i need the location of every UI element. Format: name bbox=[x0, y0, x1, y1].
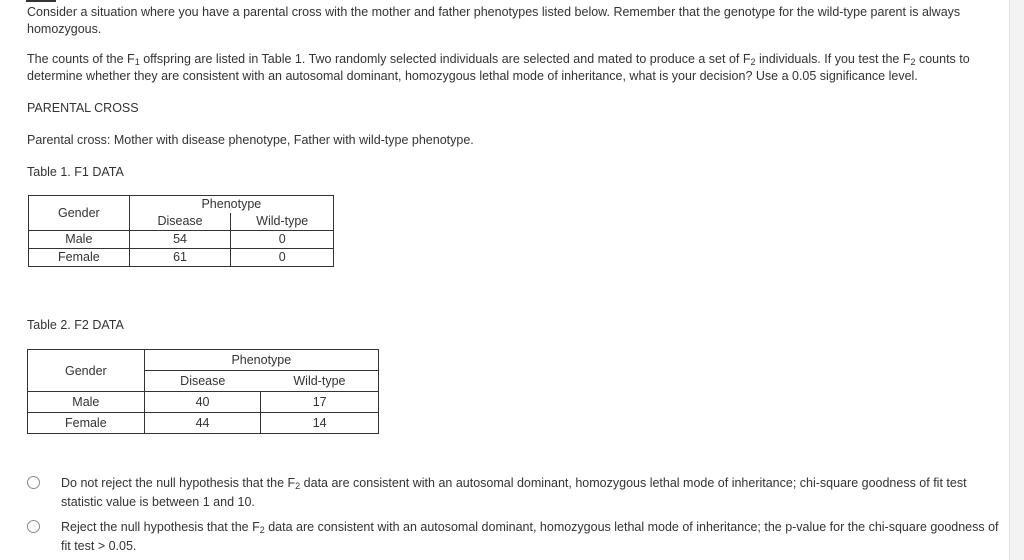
disease-cell: 61 bbox=[129, 249, 231, 267]
wild-type-cell: 0 bbox=[231, 249, 334, 267]
gender-header: Gender bbox=[28, 350, 145, 392]
subscript: 2 bbox=[259, 525, 265, 535]
para2-text-c: individuals. If you test the F bbox=[755, 52, 911, 66]
para2-text-b: offspring are listed in Table 1. Two randomly selected individuals are selected and mated to produce a set of F bbox=[139, 52, 751, 66]
section-heading: PARENTAL CROSS bbox=[27, 101, 139, 115]
gender-cell: Female bbox=[29, 249, 130, 267]
f1-data-table bbox=[28, 195, 334, 267]
disease-header: Disease bbox=[129, 213, 231, 231]
f2-data-table bbox=[27, 349, 379, 434]
radio-button[interactable] bbox=[27, 476, 40, 489]
counts-paragraph bbox=[27, 51, 987, 85]
parental-cross-text: Parental cross: Mother with disease phenotype, Father with wild-type phenotype. bbox=[27, 133, 474, 147]
gender-cell: Male bbox=[29, 231, 130, 249]
gender-cell: Male bbox=[28, 392, 145, 413]
table-row bbox=[28, 413, 379, 434]
subscript: 2 bbox=[295, 481, 301, 491]
table-row bbox=[29, 249, 334, 267]
scrollbar[interactable] bbox=[1009, 0, 1024, 560]
subscript: 2 bbox=[750, 57, 756, 67]
option-text-b: data are consistent with an autosomal dominant, homozygous lethal mode of inheritance; chi-square goodness of fit test statistic value is between 1 and 10. bbox=[61, 476, 967, 509]
top-rule bbox=[26, 0, 56, 2]
wild-type-header: Wild-type bbox=[231, 213, 334, 231]
option-label[interactable] bbox=[61, 474, 1005, 512]
intro-paragraph bbox=[27, 4, 987, 38]
subscript: 2 bbox=[910, 57, 916, 67]
phenotype-header: Phenotype bbox=[144, 350, 378, 371]
option-text-a: Do not reject the null hypothesis that the F bbox=[61, 476, 296, 490]
radio-button[interactable] bbox=[27, 520, 40, 533]
gender-header: Gender bbox=[29, 196, 130, 231]
gender-cell: Female bbox=[28, 413, 145, 434]
option-label[interactable] bbox=[61, 518, 1005, 556]
disease-header: Disease bbox=[144, 371, 261, 392]
intro-text: Consider a situation where you have a parental cross with the mother and father phenotypes listed below. Remember that the genotype for the wild-type parent is always homozygous. bbox=[27, 5, 961, 36]
wild-type-cell: 0 bbox=[231, 231, 334, 249]
subscript: 1 bbox=[134, 57, 140, 67]
table2-caption: Table 2. F2 DATA bbox=[27, 318, 124, 332]
wild-type-cell: 17 bbox=[261, 392, 379, 413]
option-text-b: data are consistent with an autosomal dominant, homozygous lethal mode of inheritance; the p-value for the chi-square goodness of fit test > 0.05. bbox=[61, 520, 999, 553]
disease-cell: 54 bbox=[129, 231, 231, 249]
disease-cell: 40 bbox=[144, 392, 261, 413]
table-row bbox=[28, 392, 379, 413]
table-row bbox=[29, 231, 334, 249]
option-text-a: Reject the null hypothesis that the F bbox=[61, 520, 260, 534]
para2-text-d: counts to determine whether they are consistent with an autosomal dominant, homozygous lethal mode of inheritance, what is your decision? Use a 0.05 significance level. bbox=[27, 52, 970, 83]
wild-type-cell: 14 bbox=[261, 413, 379, 434]
table1-caption: Table 1. F1 DATA bbox=[27, 165, 124, 179]
para2-text-a: The counts of the F bbox=[27, 52, 135, 66]
wild-type-header: Wild-type bbox=[261, 371, 379, 392]
phenotype-header: Phenotype bbox=[129, 196, 333, 214]
disease-cell: 44 bbox=[144, 413, 261, 434]
